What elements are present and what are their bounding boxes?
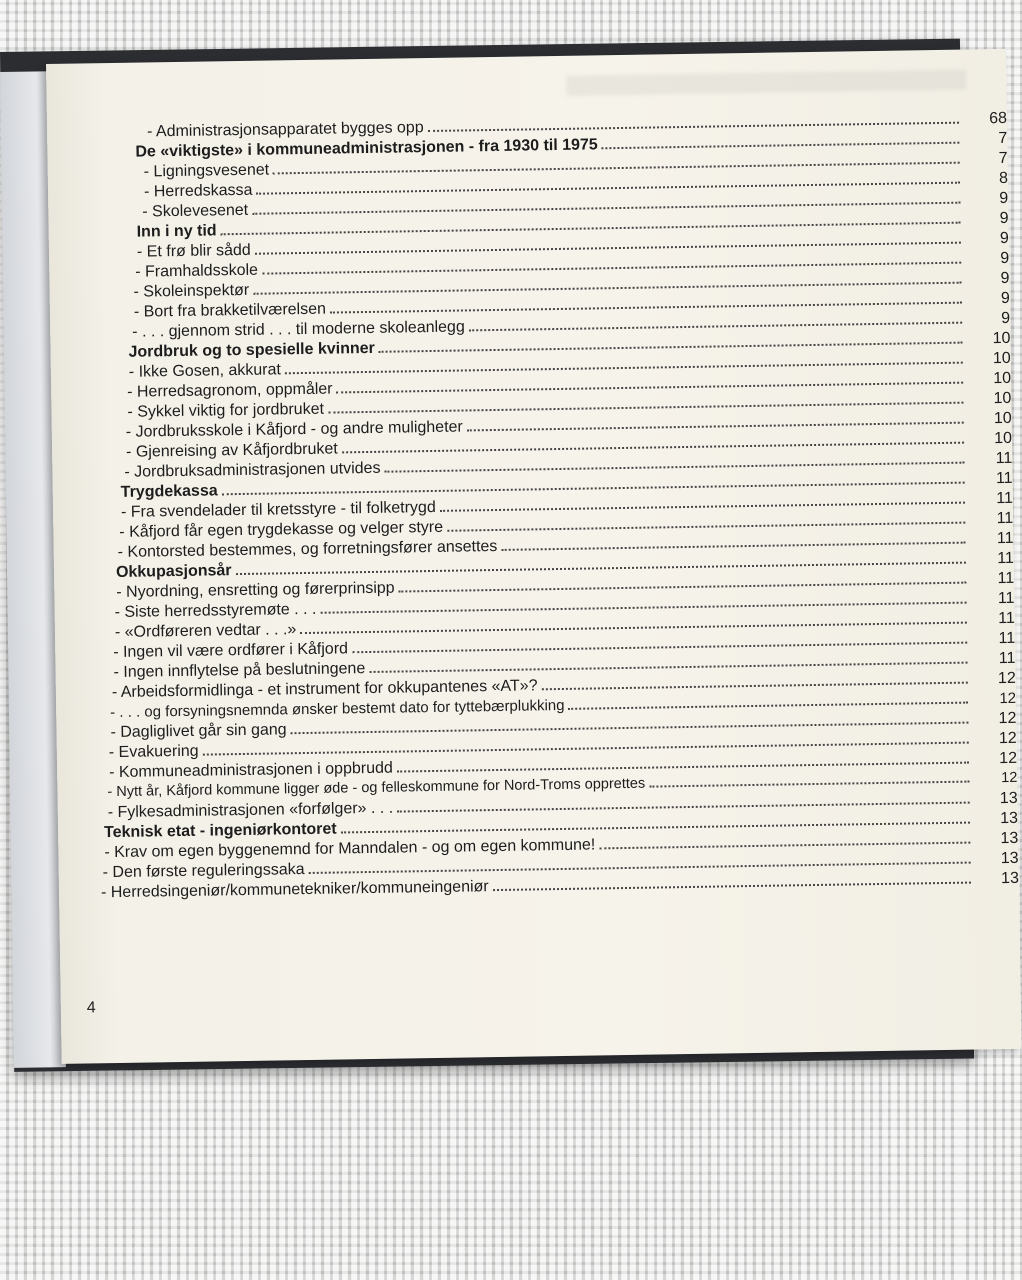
toc-chapter: De «viktigste» i kommuneadministrasjonen - fra 1930 til 1975 7 [135,129,1008,161]
toc-entry: - Sykkel viktig for jordbruket 10 [127,389,1012,421]
page-number: 4 [86,999,96,1017]
toc-entry: - Ingen vil være ordfører i Kåfjord 11 [113,629,1016,662]
toc-entry: - Kåfjord får egen trygdekasse og velger styre 11 [119,509,1014,541]
toc-entry: - Ikke Gosen, akkurat 10 [128,349,1011,381]
toc-entry: - Evakuering 12 [108,729,1017,762]
toc-chapter: Teknisk etat - ingeniørkontoret 13 [103,809,1019,842]
toc-entry: - Kontorsted bestemmes, og forretningsfører ansettes 11 [117,529,1014,561]
toc-entry: - Framhaldsskole 9 [135,249,1010,281]
toc-chapter: Trygdekassa 11 [120,469,1013,501]
toc-entry: - Jordbruksskole i Kåfjord - og andre muligheter 10 [125,409,1012,441]
toc-entry: - Nytt år, Kåfjord kommune ligger øde - og felleskommune for Nord-Troms opprettes 12 [107,769,1018,801]
toc-entry: - Kommuneadministrasjonen i oppbrudd 12 [109,749,1018,782]
toc-entry: - Herredsagronom, oppmåler 10 [127,369,1012,401]
toc-entry: - «Ordføreren vedtar . . .» 11 [114,609,1015,641]
toc-entry: - Herredsingeniør/kommunetekniker/kommuneingeniør 13 [100,869,1020,902]
toc-entry: - Bort fra brakketilværelsen 9 [133,289,1010,321]
toc-entry: - Administrasjonsapparatet bygges opp 68 [146,109,1008,141]
toc-entry: - Skolevesenet 9 [142,189,1009,221]
toc-entry: - Siste herredsstyremøte . . . 11 [114,589,1015,621]
toc-entry: - Arbeidsformidlinga - et instrument for okkupantenes «AT»? 12 [111,669,1016,702]
toc-entry: - Fylkesadministrasjonen «forfølger» . . . 13 [107,789,1018,822]
book-page [46,49,1022,1064]
toc-entry: - Herredskassa 8 [143,169,1009,201]
table-of-contents [46,49,1022,1064]
toc-entry: - Gjenreising av Kåfjordbruket 10 [125,429,1013,461]
toc-entry: - Dagliglivet går sin gang 12 [110,709,1017,742]
toc-entry: - Ingen innflytelse på beslutningene 11 [113,649,1016,682]
toc-entry: - Jordbruksadministrasjonen utvides 11 [124,449,1013,481]
toc-entry: - . . . og forsyningsnemnda ønsker bestemt dato for tyttebærplukking 12 [110,689,1017,722]
toc-entry: - Ligningsvesenet 7 [143,149,1008,181]
toc-entry: - Nyordning, ensretting og førerprinsipp 11 [116,569,1015,601]
toc-entry: - Den første reguleringssaka 13 [102,849,1019,882]
toc-entry: - Krav om egen byggenemnd for Manndalen - og om egen kommune! 13 [104,829,1019,862]
toc-chapter: Jordbruk og to spesielle kvinner 10 [128,329,1011,361]
toc-entry: - . . . gjennom strid . . . til moderne skoleanlegg 9 [132,309,1011,341]
toc-chapter: Inn i ny tid 9 [136,209,1009,241]
toc-entry: - Fra svendelader til kretsstyre - til folketrygd 11 [120,489,1014,521]
toc-chapter: Okkupasjonsår 11 [115,549,1015,581]
toc-entry: - Et frø blir sådd 9 [136,229,1009,261]
toc-entry: - Skoleinspektør 9 [133,269,1010,301]
